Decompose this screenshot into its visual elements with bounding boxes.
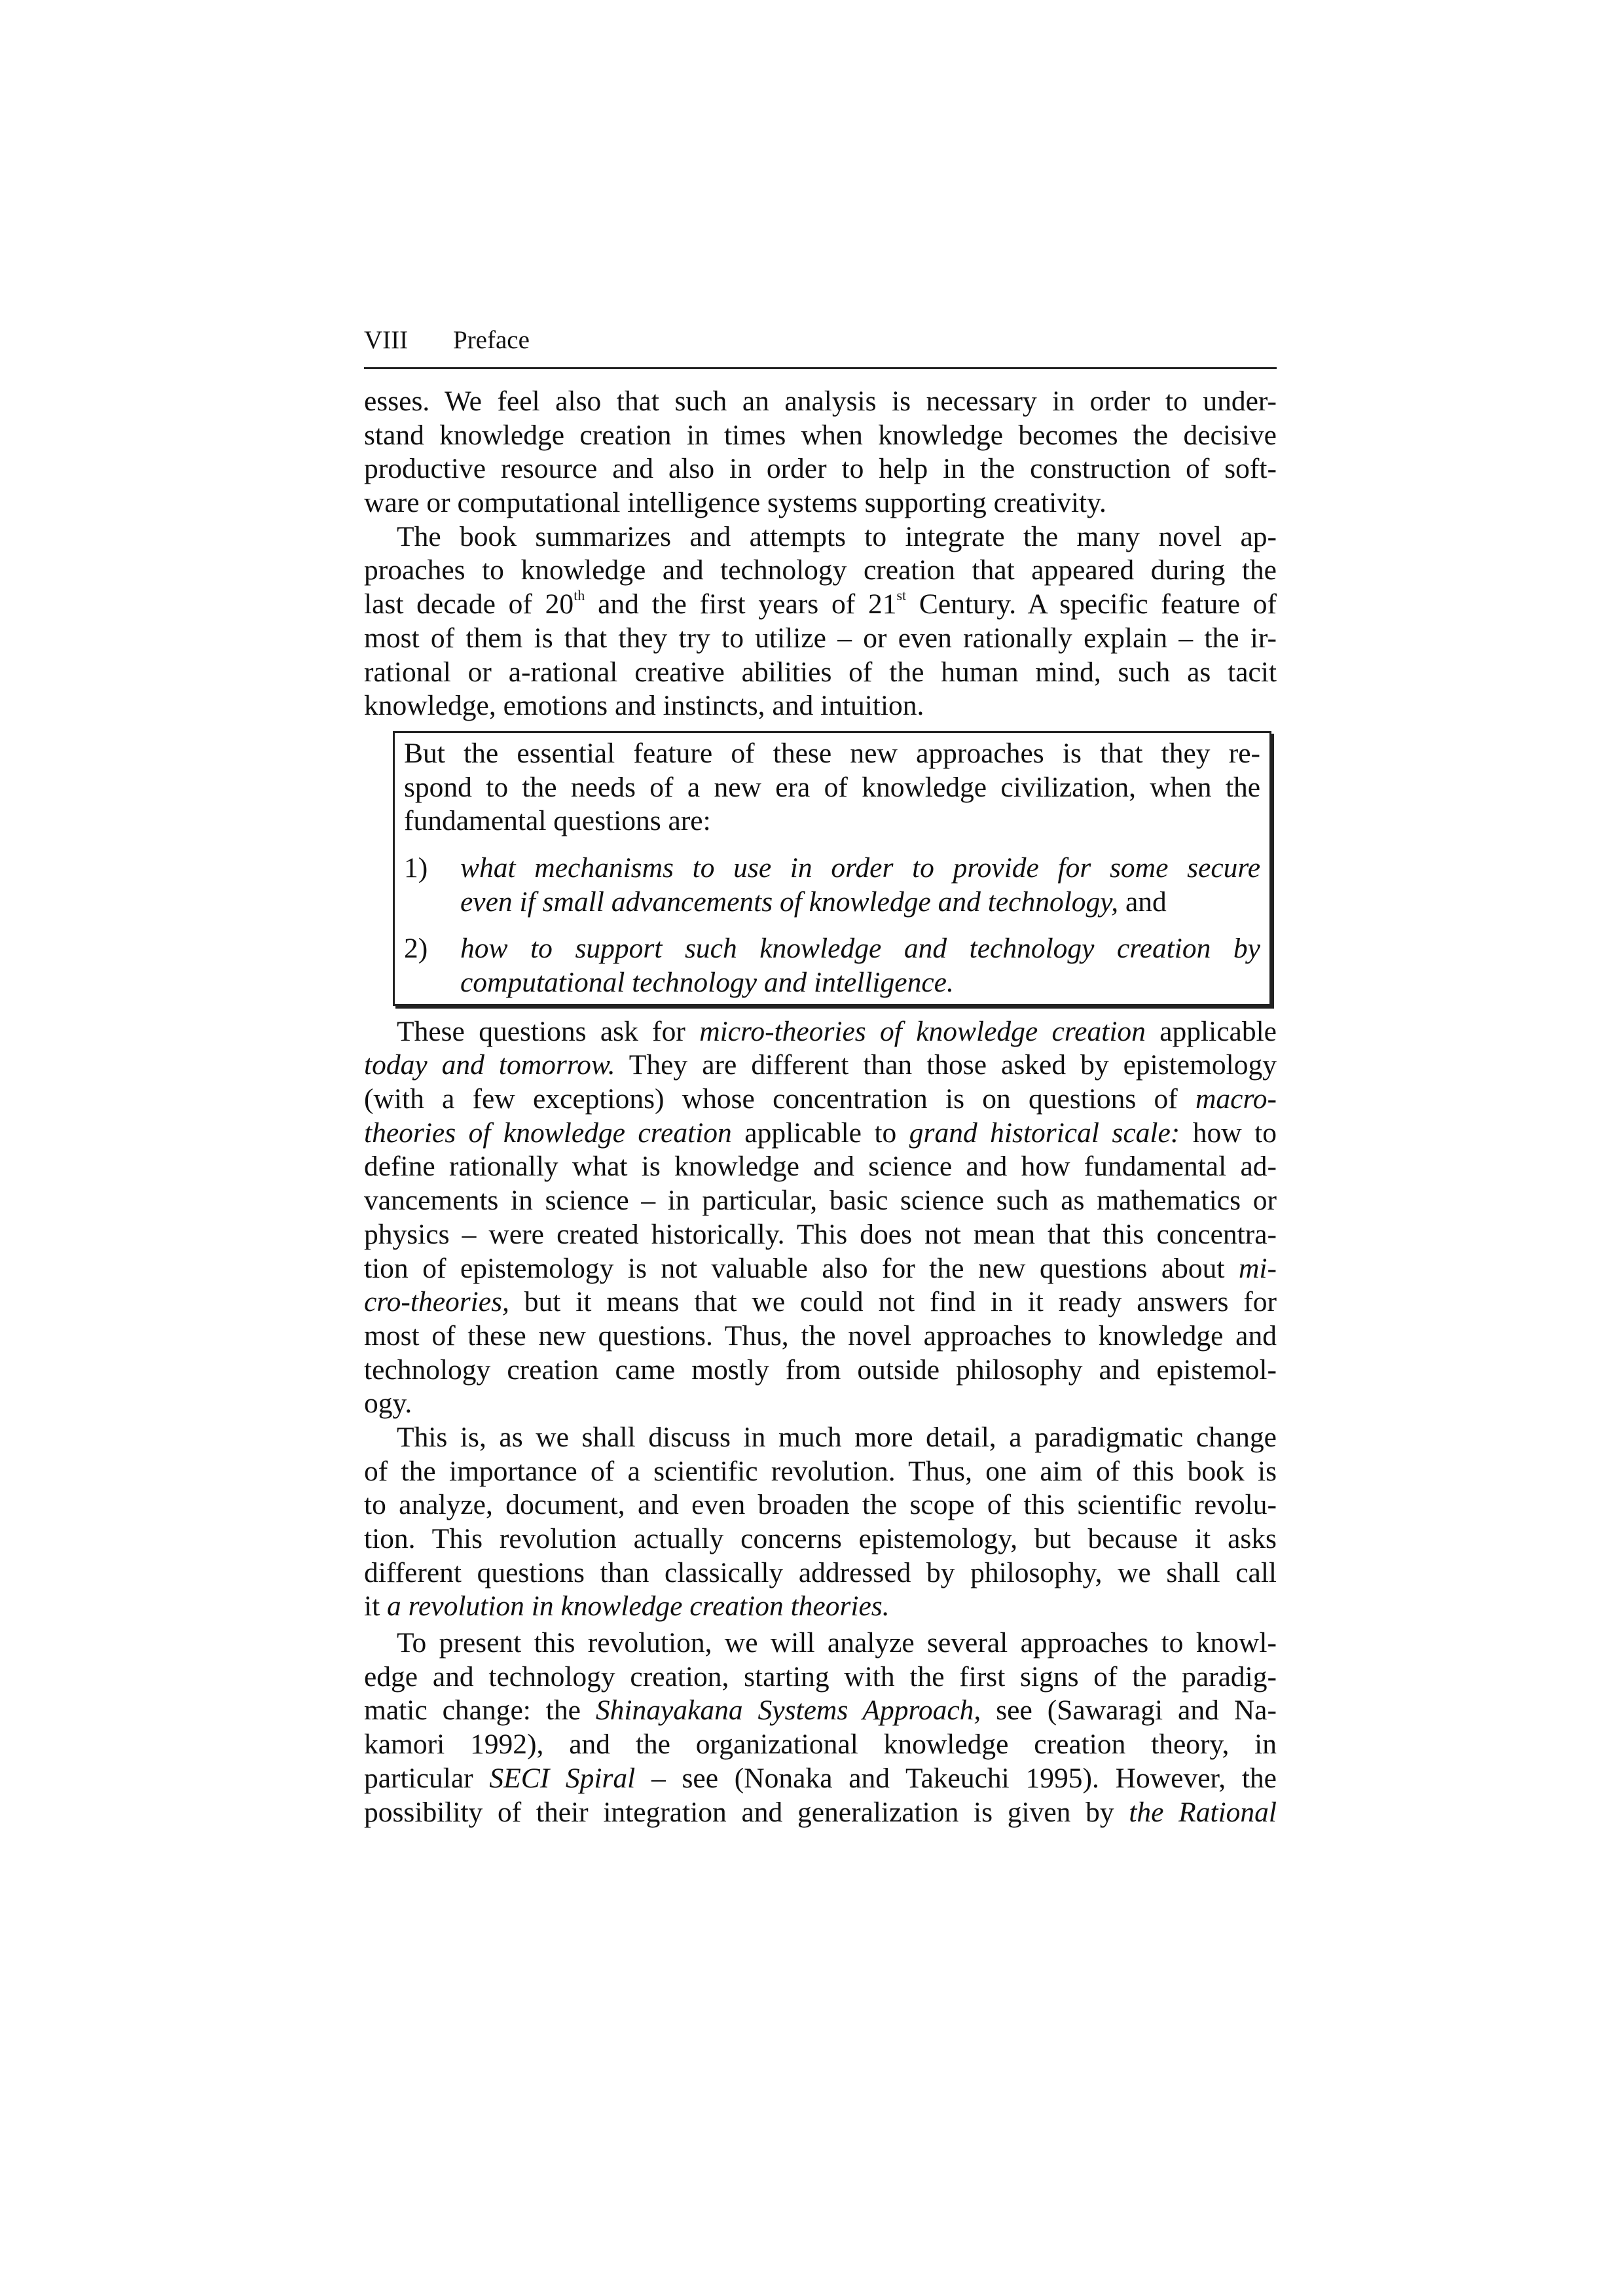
- paragraph-5: [364, 1626, 1277, 1829]
- text-line: [460, 966, 1260, 1000]
- text-line: [364, 1694, 1277, 1728]
- paragraph-3: [364, 1015, 1277, 1421]
- text-line: vancements in science – in particular, basic science such as mathematics or: [364, 1185, 1277, 1217]
- text-line: [364, 1285, 1277, 1319]
- text-line: knowledge, emotions and instincts, and intuition.: [364, 690, 924, 722]
- text-span: see (Sawaragi and Na-: [981, 1695, 1277, 1727]
- text-line: [364, 1762, 1277, 1796]
- text-line: [460, 852, 1260, 886]
- italic-span: theories of knowledge creation: [364, 1117, 732, 1149]
- text-line: define rationally what is knowledge and science and how fundamental ad-: [364, 1151, 1277, 1183]
- superscript: th: [574, 587, 585, 604]
- italic-span: grand historical scale:: [909, 1117, 1180, 1149]
- text-line: rational or a-rational creative abilities of the human mind, such as tacit: [364, 656, 1277, 688]
- text-span: last decade of 20: [364, 588, 574, 620]
- italic-span: macro-: [1195, 1083, 1277, 1115]
- text-line: tion. This revolution actually concerns epistemology, but because it asks: [364, 1523, 1277, 1554]
- text-line: most of them is that they try to utilize – or even rationally explain – the ir-: [364, 622, 1277, 654]
- text-line: [364, 1015, 1277, 1049]
- italic-span: how to support such knowledge and technology creation by: [460, 933, 1260, 965]
- section-title: Preface: [453, 326, 530, 354]
- text-line: [364, 1796, 1277, 1830]
- text-span: tion of epistemology is not valuable also for the new questions about: [364, 1252, 1239, 1284]
- text-line: [364, 1083, 1277, 1117]
- text-span: possibility of their integration and generalization is given by: [364, 1796, 1129, 1828]
- paragraph-2: [364, 520, 1277, 723]
- text-span: (with a few exceptions) whose concentration is on questions of: [364, 1083, 1195, 1115]
- running-head: [364, 321, 1277, 360]
- text-span: applicable: [1145, 1015, 1277, 1047]
- page-number: VIII: [364, 326, 409, 354]
- text-line: [364, 1252, 1277, 1286]
- text-line: But the essential feature of these new approaches is that they re-: [404, 737, 1260, 769]
- text-line: [460, 932, 1260, 966]
- italic-span: computational technology and intelligence.: [460, 967, 954, 998]
- text-span: and the first years of 21: [585, 588, 897, 620]
- question-item-2: [404, 932, 1260, 999]
- question-number: 1): [404, 852, 428, 884]
- text-line: technology creation came mostly from outside philosophy and epistemol-: [364, 1354, 1277, 1386]
- italic-span: today and tomorrow.: [364, 1049, 615, 1081]
- superscript: st: [896, 587, 907, 604]
- text-line: proaches to knowledge and technology creation that appeared during the: [364, 554, 1277, 586]
- italic-span: a revolution in knowledge creation theories.: [387, 1590, 890, 1623]
- text-span: They are different than those asked by epistemology: [615, 1049, 1277, 1081]
- text-span: Century. A specific feature of: [906, 588, 1277, 620]
- text-line: esses. We feel also that such an analysis is necessary in order to under-: [364, 386, 1277, 417]
- text-span: matic change: the: [364, 1695, 596, 1727]
- text-line: [364, 588, 1277, 622]
- text-line: productive resource and also in order to help in the construction of soft-: [364, 453, 1277, 485]
- text-line: most of these new questions. Thus, the novel approaches to knowledge and: [364, 1319, 1277, 1352]
- text-line: different questions than classically addressed by philosophy, we shall call: [364, 1556, 1277, 1588]
- paragraph-1: [364, 385, 1277, 520]
- text-line: ogy.: [364, 1388, 412, 1420]
- text-span: but it means that we could not find in it ready answers for: [509, 1286, 1277, 1318]
- header-rule: [364, 367, 1277, 369]
- question-number: 2): [404, 933, 428, 965]
- body-text: [364, 385, 1277, 1829]
- text-span: particular: [364, 1762, 490, 1794]
- text-line: [364, 1590, 1277, 1624]
- highlight-box: [393, 731, 1271, 1006]
- text-line: spond to the needs of a new era of knowledge civilization, when the: [404, 771, 1260, 803]
- italic-span: mi-: [1239, 1252, 1277, 1284]
- text-span: These questions ask for: [397, 1015, 700, 1047]
- text-line: stand knowledge creation in times when knowledge becomes the decisive: [364, 419, 1277, 451]
- text-line: [460, 886, 1260, 920]
- italic-span: micro-theories of knowledge creation: [699, 1015, 1146, 1047]
- question-text: [460, 852, 1260, 919]
- text-line: This is, as we shall discuss in much more detail, a paradigmatic change: [397, 1421, 1277, 1453]
- text-line: to analyze, document, and even broaden the scope of this scientific revolu-: [364, 1489, 1277, 1521]
- text-span: applicable to: [731, 1117, 909, 1149]
- italic-span: cro-theories,: [364, 1286, 509, 1318]
- text-line: of the importance of a scientific revolution. Thus, one aim of this book is: [364, 1455, 1277, 1487]
- text-line: kamori 1992), and the organizational knowledge creation theory, in: [364, 1729, 1277, 1761]
- text-line: The book summarizes and attempts to integrate the many novel ap-: [397, 520, 1277, 552]
- italic-span: Shinayakana Systems Approach,: [595, 1695, 981, 1727]
- text-line: To present this revolution, we will analyze several approaches to knowl-: [397, 1627, 1277, 1659]
- text-span: and: [1118, 886, 1167, 918]
- text-line: ware or computational intelligence systems supporting creativity.: [364, 487, 1106, 519]
- text-line: edge and technology creation, starting with the first signs of the paradig-: [364, 1660, 1277, 1693]
- question-text: [460, 932, 1260, 999]
- text-line: [364, 1117, 1277, 1151]
- italic-span: SECI Spiral: [489, 1762, 636, 1794]
- text-span: – see (Nonaka and Takeuchi 1995). However, the: [635, 1762, 1277, 1794]
- italic-span: the Rational: [1129, 1796, 1277, 1828]
- text-line: physics – were created historically. This does not mean that this concentra-: [364, 1218, 1277, 1250]
- paragraph-4: [364, 1421, 1277, 1624]
- text-span: how to: [1180, 1117, 1277, 1149]
- text-line: [364, 1049, 1277, 1083]
- text-line: fundamental questions are:: [404, 805, 711, 837]
- question-item-1: [404, 852, 1260, 919]
- text-span: it: [364, 1590, 388, 1623]
- italic-span: what mechanisms to use in order to provide for some secure: [460, 852, 1260, 884]
- italic-span: even if small advancements of knowledge and technology,: [460, 886, 1119, 918]
